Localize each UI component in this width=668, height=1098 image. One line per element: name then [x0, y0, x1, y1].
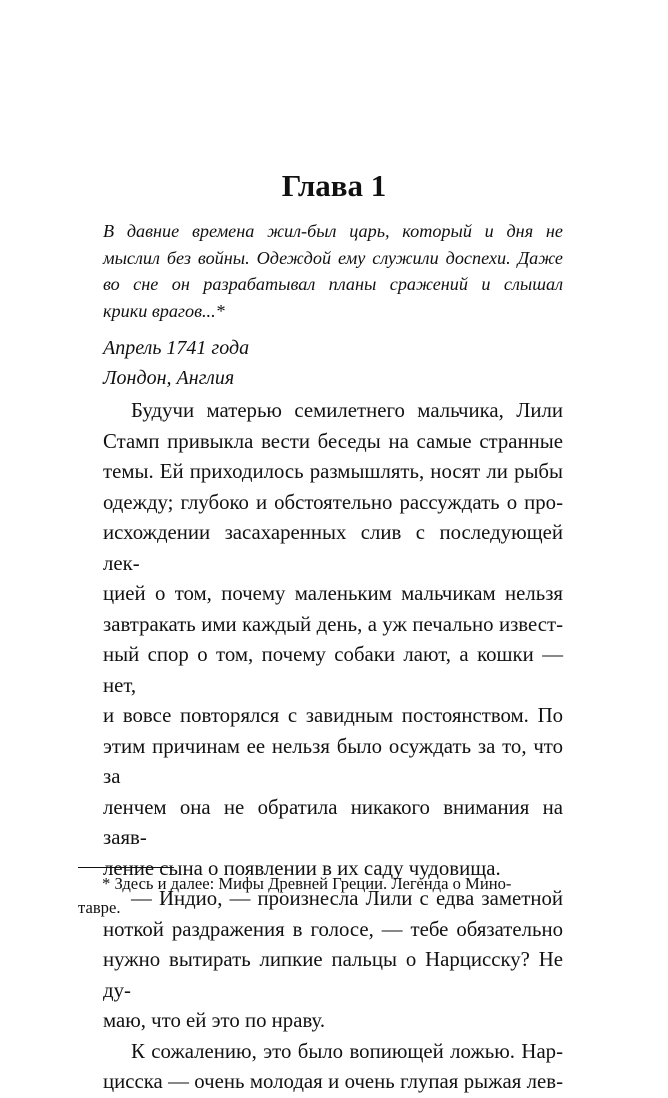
body-line: Стамп привыкла вести беседы на самые странные — [103, 429, 563, 453]
epigraph-line: мыслил без войны. Одеждой ему служили доспехи. Даже — [103, 247, 563, 268]
body-text — [103, 396, 563, 1098]
dateline — [103, 333, 249, 393]
chapter-title: Глава 1 — [281, 168, 387, 203]
body-line: цией о том, почему маленьким мальчикам нельзя — [103, 582, 563, 605]
body-line: одежду; глубоко и обстоятельно рассуждать о про- — [103, 490, 563, 514]
body-line: ленчем она не обратила никакого внимания на заяв- — [103, 795, 563, 849]
body-line: ление сына о появлении в их саду чудовища. — [103, 856, 501, 880]
body-line: завтракать ими каждый день, а уж печально извест- — [103, 612, 563, 636]
epigraph — [103, 218, 563, 324]
epigraph-line: во сне он разрабатывал планы сражений и слышал — [103, 274, 563, 294]
footnote-line: * Здесь и далее: Мифы Древней Греции. Легенда о Мино- — [102, 874, 512, 893]
body-line: нужно вытирать липкие пальцы о Нарцисску? Не ду- — [103, 948, 563, 1002]
footnote-divider — [78, 867, 174, 868]
body-line: исхождении засахаренных слив с последующей лек- — [103, 521, 563, 575]
body-line: маю, что ей это по нраву. — [103, 1009, 326, 1032]
body-line: — Индио, — произнесла Лили с едва заметной — [131, 887, 563, 910]
dateline-date: Апрель 1741 года — [103, 337, 250, 359]
footnote — [78, 872, 564, 920]
epigraph-line: В давние времена жил-был царь, который и дня не — [103, 221, 563, 241]
body-line: темы. Ей приходилось размышлять, носят ли рыбы — [103, 460, 563, 483]
body-line: этим причинам ее нельзя было осуждать за то, что за — [103, 734, 563, 788]
epigraph-line: крики врагов...* — [103, 300, 225, 321]
body-line: ный спор о том, почему собаки лают, а кошки — нет, — [103, 643, 563, 697]
body-line: цисска — очень молодая и очень глупая рыжая лев- — [103, 1070, 563, 1093]
body-line: и вовсе повторялся с завидным постоянством. По — [103, 704, 563, 727]
dateline-place: Лондон, Англия — [103, 367, 235, 389]
body-line: ноткой раздражения в голосе, — тебе обязательно — [103, 917, 563, 941]
footnote-line: тавре. — [78, 898, 121, 917]
body-line: Будучи матерью семилетнего мальчика, Лили — [131, 399, 563, 422]
body-line: К сожалению, это было вопиющей ложью. Нар- — [131, 1039, 563, 1063]
